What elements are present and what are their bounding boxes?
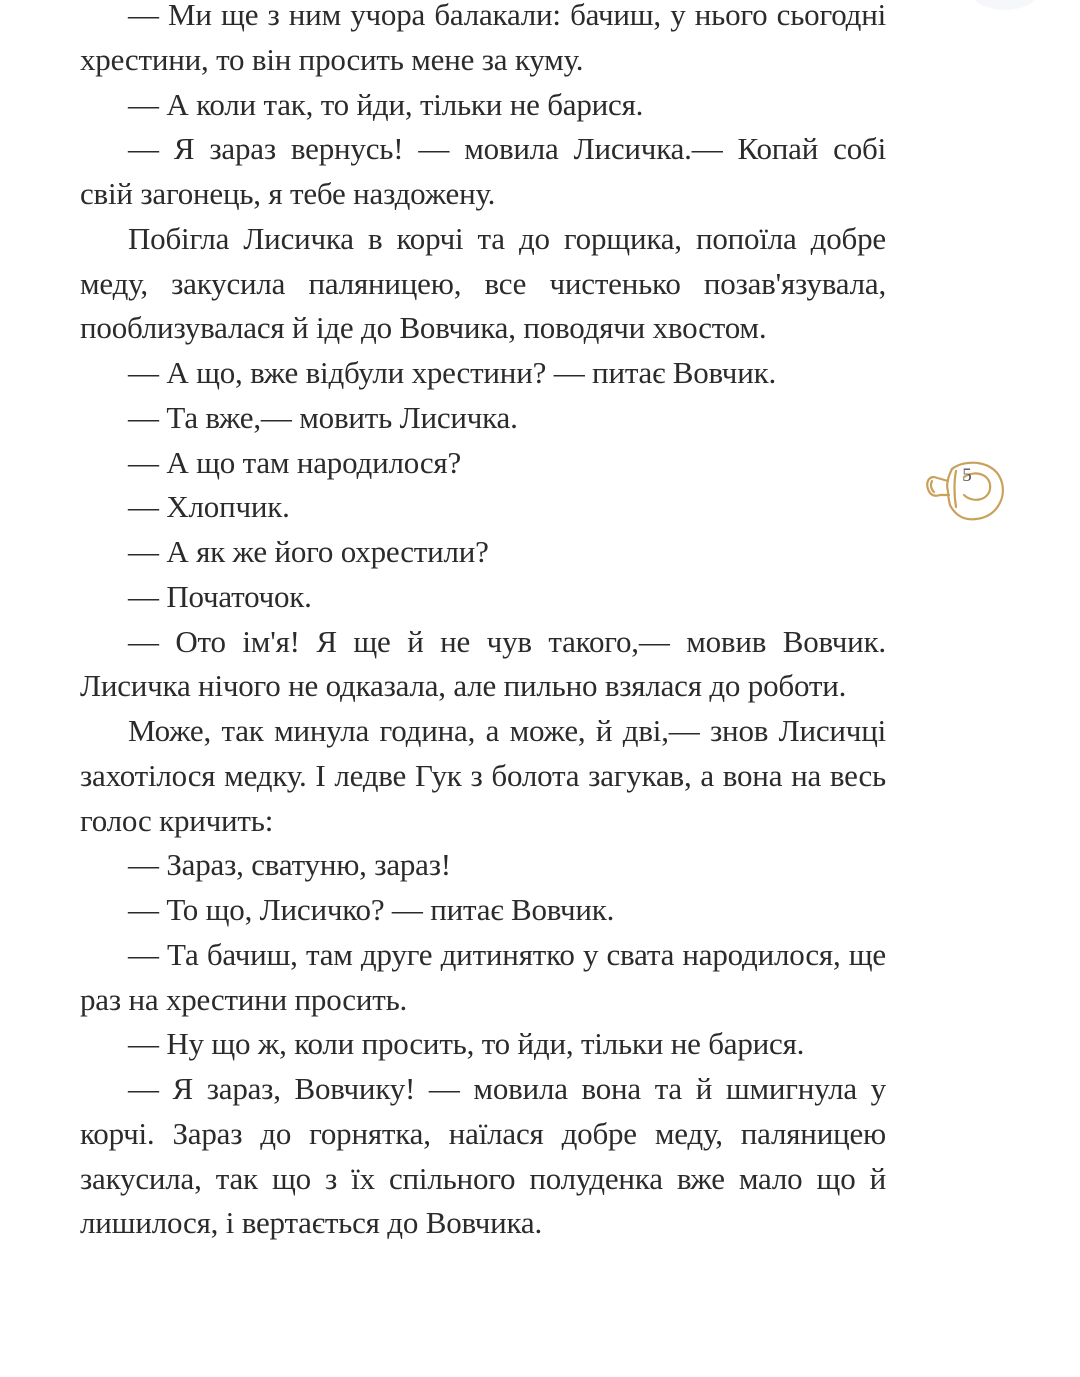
paragraph: — Та бачиш, там друге дитинятко у свата народилося, ще раз на хрестини просить. [80,936,886,1017]
paragraph: — Зараз, сватуню, зараз! [128,847,451,883]
paragraph: — Ну що ж, коли просить, то йди, тільки не барися. [128,1026,805,1062]
paragraph: — А що, вже відбули хрестини? — питає Вовчик. [128,355,776,390]
paragraph: Може, так минула година, а може, й дві,— знов Лисичці захотілося медку. І ледве Гук з болота загукав, а вона на весь голос кричить: [80,713,886,838]
story-text [80,0,886,1246]
paragraph: — Та вже,— мовить Лисичка. [128,399,518,435]
paragraph: — Початочок. [128,578,312,614]
paragraph: — Ми ще з ним учора балакали: бачиш, у нього сьогодні хрестини, то він просить мене за куму. [80,0,886,77]
corner-smudge [970,0,1040,10]
paragraph: — То що, Лисичко? — питає Вовчик. [128,892,615,927]
page-number: 5 [962,465,972,486]
paragraph: — А що там народилося? [128,444,461,480]
paragraph: — А коли так, то йди, тільки не барися. [128,86,644,122]
paragraph: — А як же його охрестили? [128,534,489,569]
paragraph: Побігла Лисичка в корчі та до горщика, попоїла добре меду, закусила паляницею, все чистенько позав'язувала, пооблизувалася й іде до Вовчика, поводячи хвостом. [80,220,886,346]
paragraph: — Хлопчик. [128,489,290,525]
paragraph: — Я зараз вернусь! — мовила Лисичка.— Копай собі свій загонець, я тебе наздожену. [80,131,886,211]
paragraph: — Я зараз, Вовчику! — мовила вона та й шмигнула у корчі. Зараз до горнятка, наїлася добре меду, паляницею закусила, так що з їх спільного полуденка вже мало що й лишилося, і вертається до Вовчика. [80,1071,886,1241]
paragraph: — Ото ім'я! Я ще й не чув такого,— мовив Вовчик. Лисичка нічого не одказала, але пильно взялася до роботи. [80,623,886,704]
